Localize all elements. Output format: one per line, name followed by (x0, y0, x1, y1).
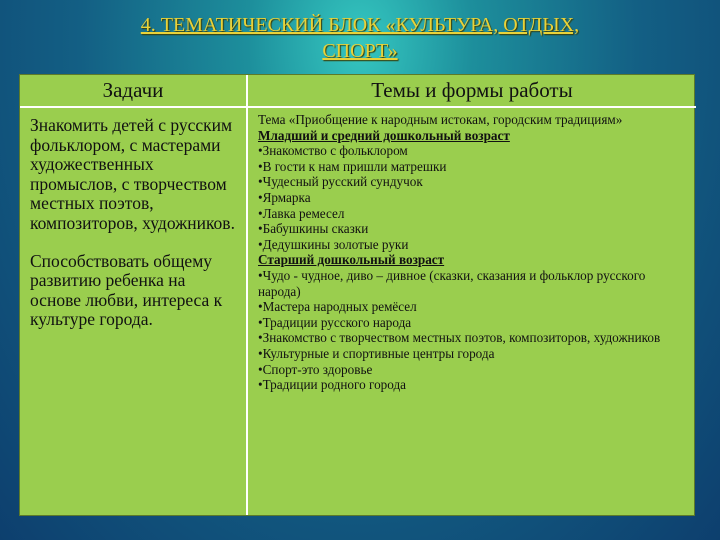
group-title-senior: Старший дошкольный возраст (258, 252, 445, 268)
group-title-younger: Младший и средний дошкольный возраст (258, 127, 510, 143)
list-item: •Знакомство с творчеством местных поэтов, композиторов, художников (258, 330, 661, 346)
list-item: •Ярмарка (258, 189, 311, 205)
list-item: •Чудесный русский сундучок (258, 174, 423, 190)
slide-title (40, 12, 680, 64)
list-item: •Лавка ремесел (258, 205, 345, 221)
slide-title-line-1: 4. ТЕМАТИЧЕСКИЙ БЛОК «КУЛЬТУРА, ОТДЫХ, (140, 14, 580, 36)
list-item: •Спорт-это здоровье (258, 361, 373, 377)
list-item: •Мастера народных ремёсел (258, 299, 417, 315)
list-item: •Знакомство с фольклором (258, 143, 408, 159)
slide-title-line-2: СПОРТ» (322, 40, 398, 62)
list-item: •Бабушкины сказки (258, 221, 369, 237)
list-item: •Традиции русского народа (258, 314, 412, 330)
header-themes: Темы и формы работы (248, 75, 696, 108)
list-item: •Культурные и спортивные центры города (258, 345, 495, 361)
list-item: •Чудо - чудное, диво – дивное (сказки, сказания и фольклор русского народа) (258, 267, 646, 299)
task-item: Знакомить детей с русским фольклором, с мастерами художественных промыслов, с творчеством местных поэтов, композиторов, художников. (30, 115, 235, 233)
task-item: Способствовать общему развитию ребенка на основе любви, интереса к культуре города. (30, 250, 223, 330)
thematic-table (19, 74, 695, 516)
list-item: •Традиции родного города (258, 377, 407, 393)
list-item: •Дедушкины золотые руки (258, 236, 409, 252)
list-item: •В гости к нам пришли матрешки (258, 158, 447, 174)
tasks-column (20, 108, 248, 515)
header-tasks: Задачи (20, 75, 248, 108)
themes-column (248, 108, 696, 515)
theme-title: Тема «Приобщение к народным истокам, городским традициям» (258, 112, 623, 127)
